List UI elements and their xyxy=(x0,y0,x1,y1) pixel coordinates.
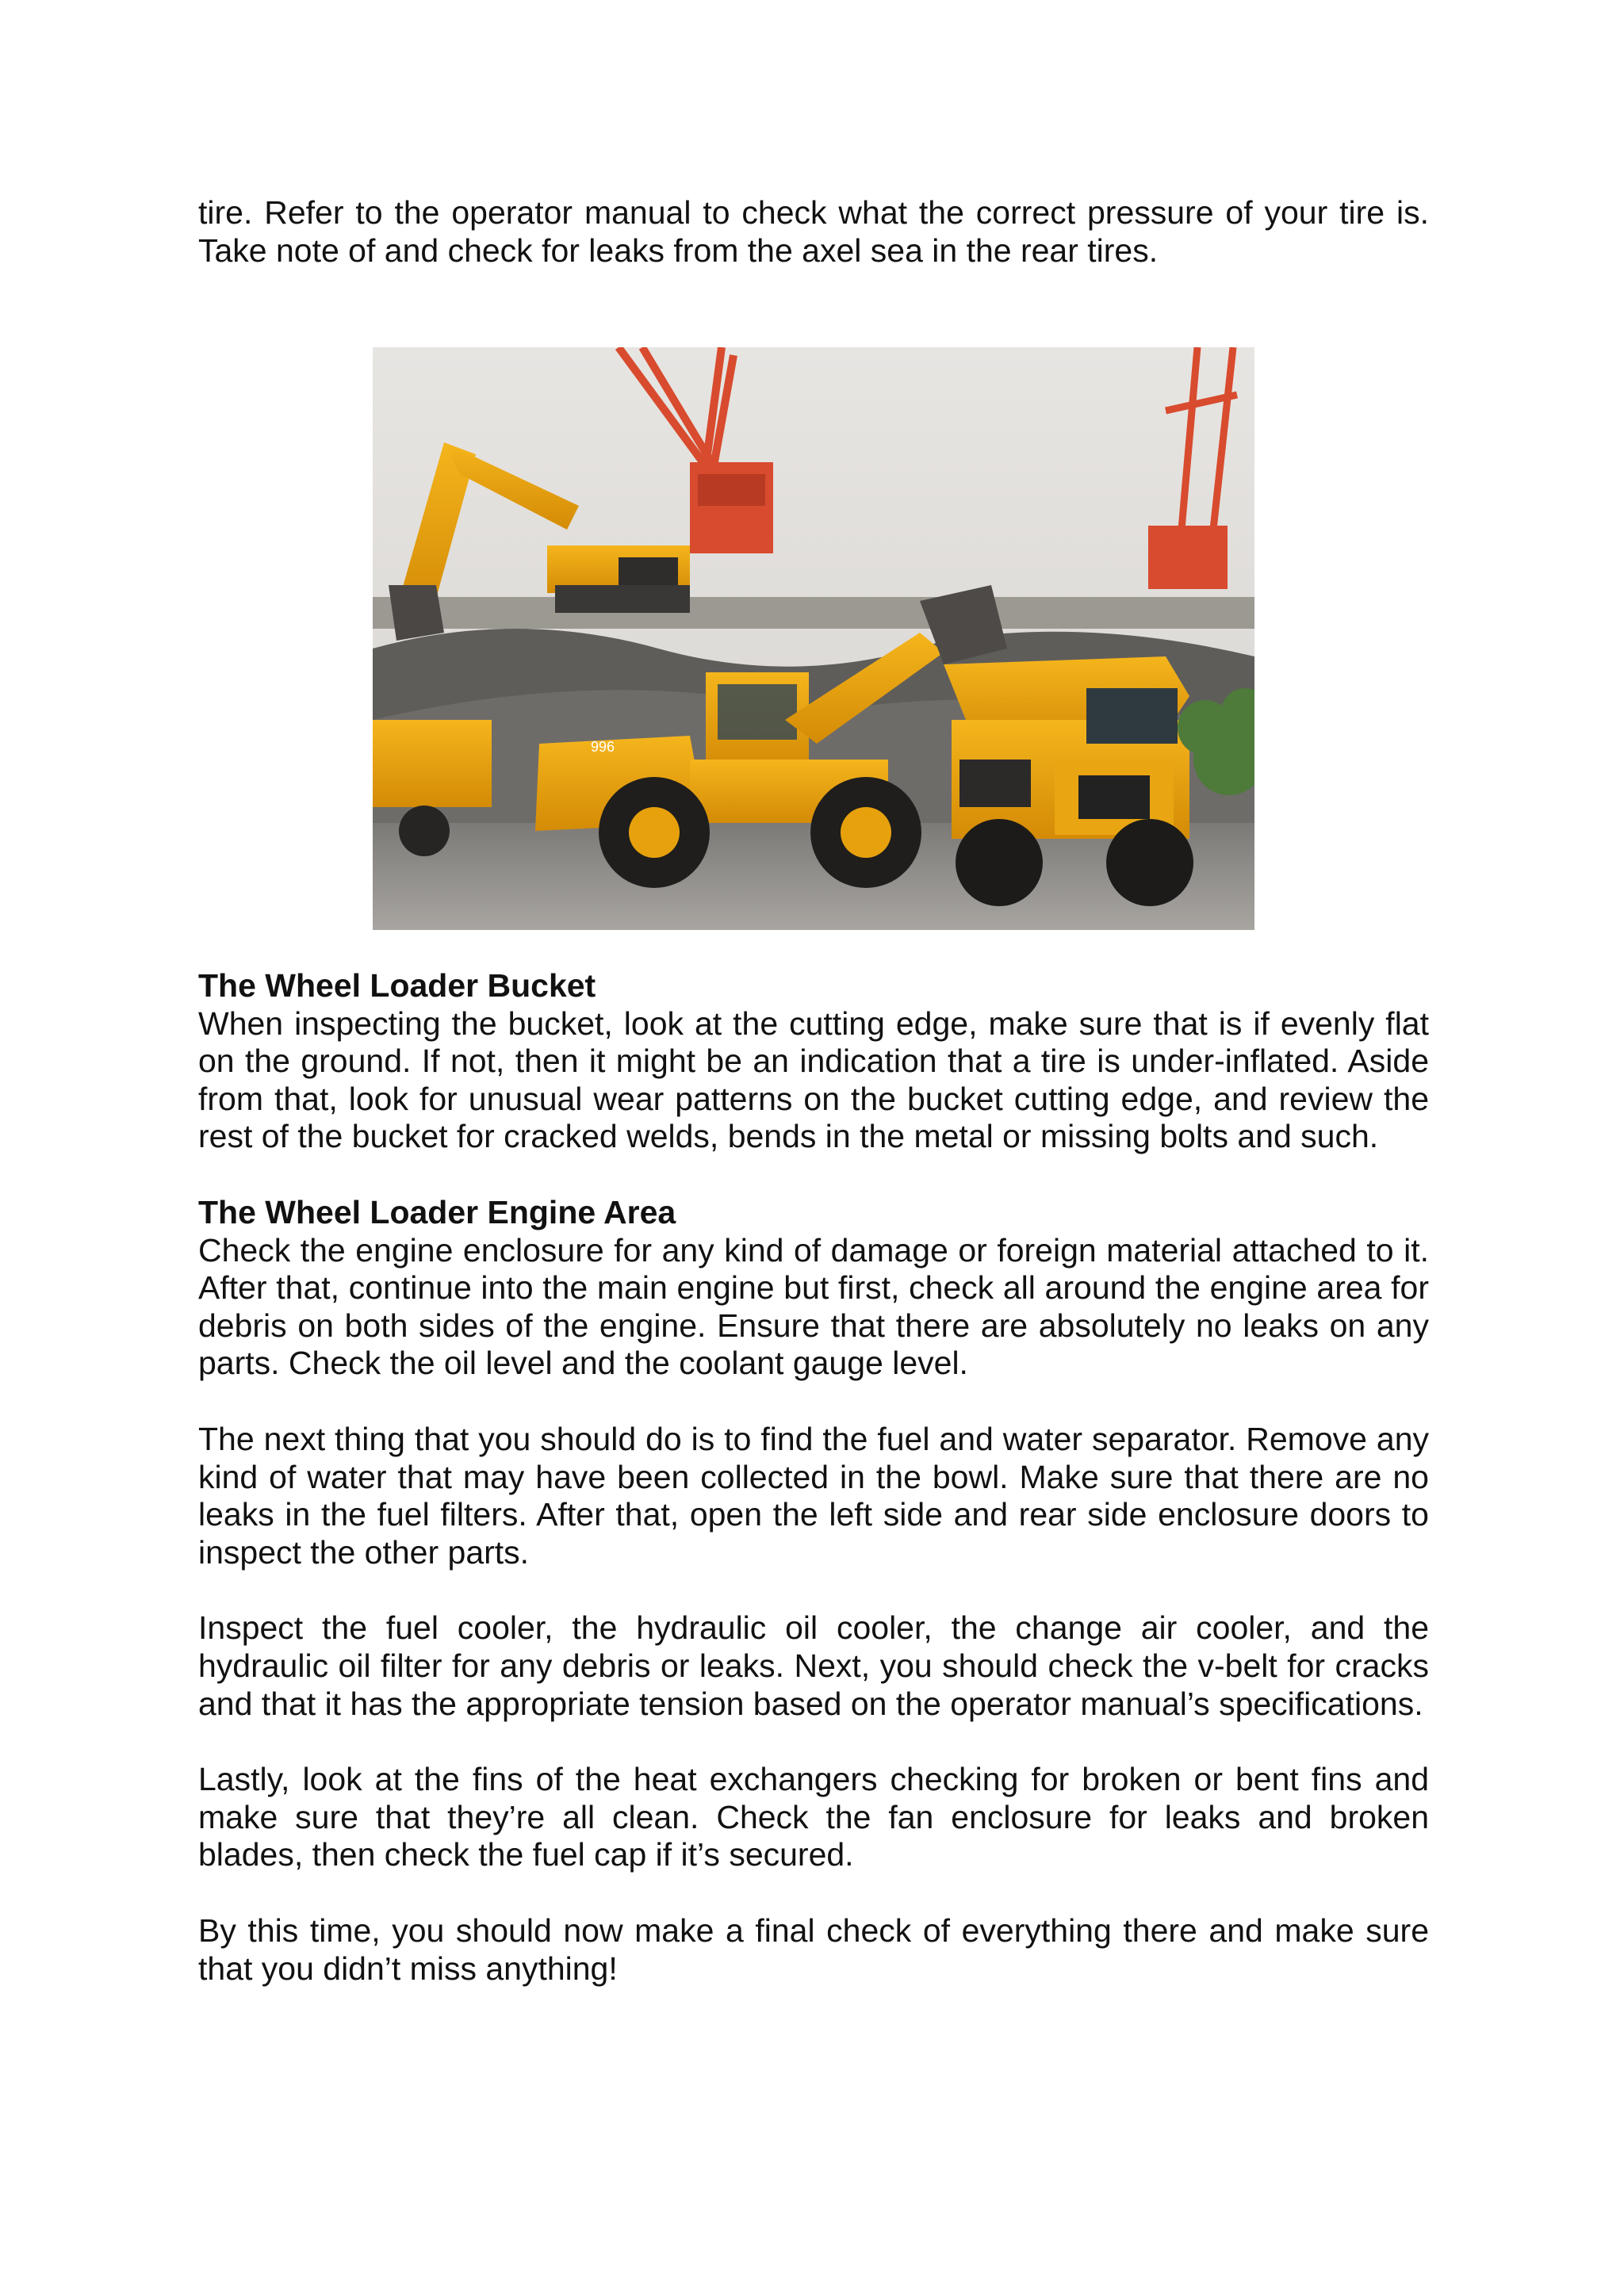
engine-paragraph-2: The next thing that you should do is to find the fuel and water separator. Remove any kind of water that may have been collected in the bowl. Make sure that there are no leaks in the fuel filters. After that, open the left side and rear side enclosure doors to inspect the other parts. xyxy=(198,1420,1429,1571)
engine-paragraph-4: Lastly, look at the fins of the heat exchangers checking for broken or bent fins and make sure that they’re all clean. Check the fan enclosure for leaks and broken blades, then check the fuel cap if it’s secured. xyxy=(198,1761,1429,1873)
engine-paragraph-3: Inspect the fuel cooler, the hydraulic oil cooler, the change air cooler, and the hydraulic oil filter for any debris or leaks. Next, you should check the v-belt for cracks and that it has the appropriate tension based on the operator manual’s specifications. xyxy=(198,1609,1429,1722)
dump-truck-left xyxy=(373,720,492,807)
bucket-section xyxy=(198,967,1429,1156)
bucket-heading: The Wheel Loader Bucket xyxy=(198,967,596,1004)
intro-section xyxy=(198,194,1429,270)
engine-paragraph-5: By this time, you should now make a final check of everything there and make sure that you didn’t miss anything! xyxy=(198,1911,1429,1987)
bucket-paragraph: When inspecting the bucket, look at the cutting edge, make sure that is if evenly flat on the ground. If not, then it might be an indication that a tire is under-inflated. Aside from that, look for unusual wear patterns on the bucket cutting edge, and review the rest of the bucket for cracked welds, bends in the metal or missing bolts and such. xyxy=(198,1004,1429,1155)
intro-paragraph: tire. Refer to the operator manual to check what the correct pressure of your tire is. Take note of and check for leaks from the axel sea in the rear tires. xyxy=(198,194,1429,269)
engine-section xyxy=(198,1194,1429,1988)
construction-equipment-photo xyxy=(373,347,1254,930)
loader-number-label: 996 xyxy=(591,739,615,755)
engine-paragraph-1: Check the engine enclosure for any kind of damage or foreign material attached to it. After that, continue into the main engine but first, check all around the engine area for debris on both sides of the engine. Ensure that there are absolutely no leaks on any parts. Check the oil level and the coolant gauge level. xyxy=(198,1231,1429,1382)
engine-heading: The Wheel Loader Engine Area xyxy=(198,1194,676,1230)
